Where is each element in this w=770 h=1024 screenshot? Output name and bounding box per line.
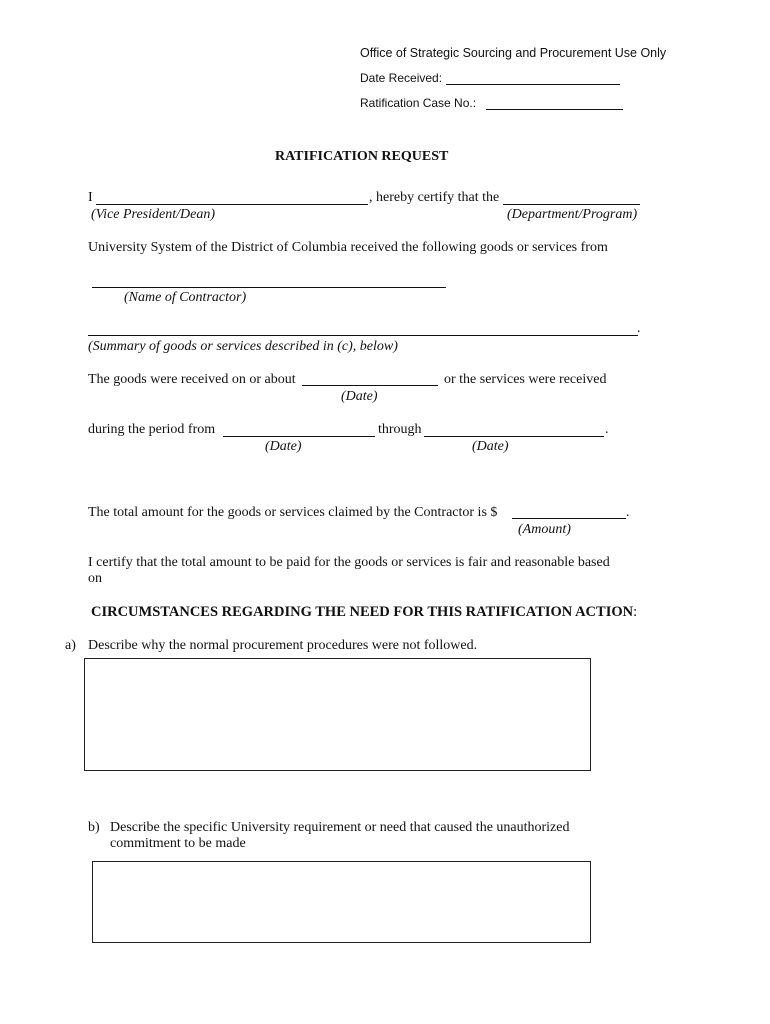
contractor-caption: (Name of Contractor) xyxy=(124,290,247,305)
through-text: through xyxy=(378,422,422,437)
item-a-text: Describe why the normal procurement procedures were not followed. xyxy=(88,638,478,653)
fair-reasonable-text: I certify that the total amount to be paid for the goods or services is fair and reasonable based xyxy=(88,555,610,570)
date-received-field[interactable] xyxy=(446,84,620,85)
page-title: RATIFICATION REQUEST xyxy=(275,149,449,164)
period-through-field[interactable] xyxy=(424,436,604,437)
goods-received-text: The goods were received on or about xyxy=(88,372,296,387)
goods-date-caption: (Date) xyxy=(341,389,378,404)
case-no-label: Ratification Case No.: xyxy=(360,96,477,110)
department-caption: (Department/Program) xyxy=(507,207,638,222)
period-from-field[interactable] xyxy=(223,436,375,437)
case-no-field[interactable] xyxy=(486,109,623,110)
department-field[interactable] xyxy=(503,204,640,205)
item-b-text-2: commitment to be made xyxy=(110,836,246,851)
vp-dean-caption: (Vice President/Dean) xyxy=(91,207,216,222)
summary-caption: (Summary of goods or services described in (c), below) xyxy=(88,339,398,354)
through-date-caption: (Date) xyxy=(472,439,509,454)
office-use-heading: Office of Strategic Sourcing and Procurement Use Only xyxy=(360,46,667,60)
amount-end: . xyxy=(626,505,630,520)
summary-period: . xyxy=(637,321,641,336)
total-amount-text: The total amount for the goods or services claimed by the Contractor is $ xyxy=(88,505,498,520)
hereby-certify-text: , hereby certify that the xyxy=(369,190,500,205)
item-b-text: Describe the specific University requirement or need that caused the unauthorized xyxy=(110,820,570,835)
services-received-text: or the services were received xyxy=(444,372,607,387)
summary-field[interactable] xyxy=(88,335,638,336)
date-received-label: Date Received: xyxy=(360,71,443,85)
amount-field[interactable] xyxy=(512,518,626,519)
i-label: I xyxy=(88,190,93,205)
period-end: . xyxy=(605,422,609,437)
period-from-text: during the period from xyxy=(88,422,216,437)
item-a-marker: a) xyxy=(65,638,76,653)
received-text: University System of the District of Columbia received the following goods or services from xyxy=(88,240,608,255)
amount-caption: (Amount) xyxy=(518,522,571,537)
from-date-caption: (Date) xyxy=(265,439,302,454)
vp-dean-field[interactable] xyxy=(96,204,368,205)
item-b-answer-box[interactable] xyxy=(92,861,591,943)
fair-reasonable-text-2: on xyxy=(88,571,102,586)
circumstances-heading: CIRCUMSTANCES REGARDING THE NEED FOR THIS RATIFICATION ACTION: xyxy=(91,604,638,620)
item-b-marker: b) xyxy=(88,820,100,835)
item-a-answer-box[interactable] xyxy=(84,658,591,771)
goods-date-field[interactable] xyxy=(302,385,438,386)
contractor-field[interactable] xyxy=(92,287,446,288)
